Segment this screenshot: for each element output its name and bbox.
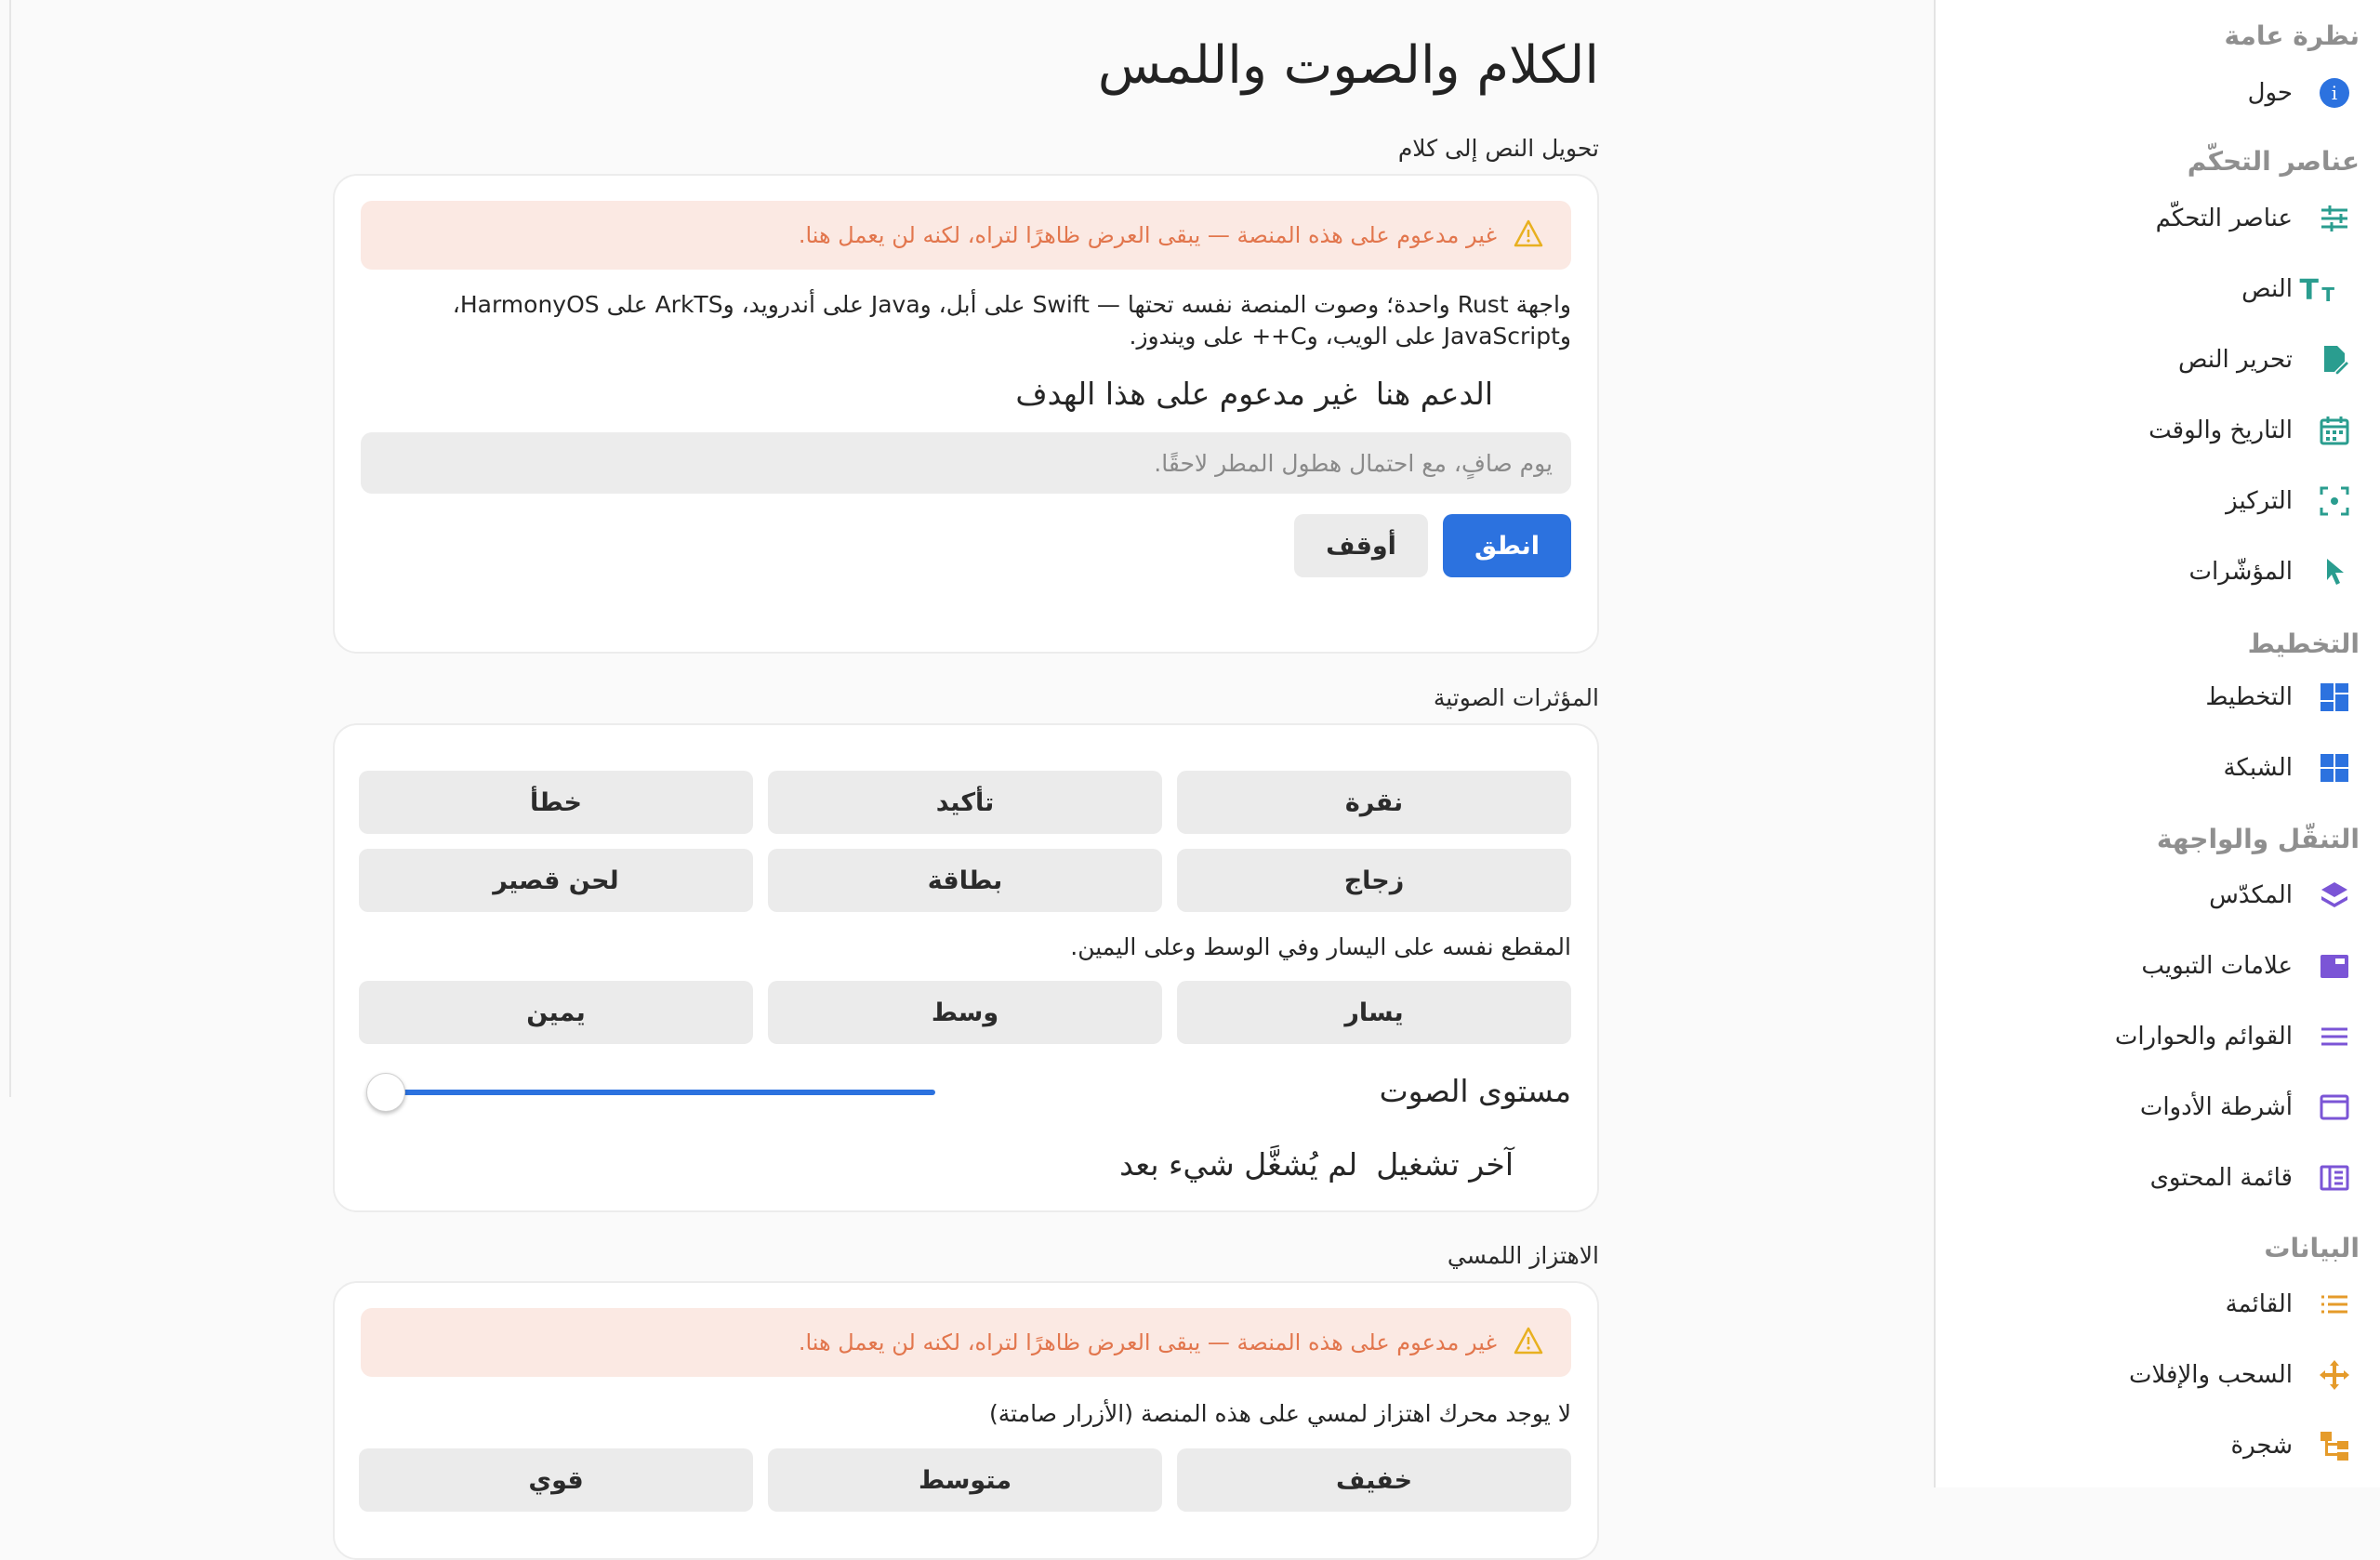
move-icon: [2317, 1357, 2352, 1393]
tts-warning-text: غير مدعوم على هذه المنصة — يبقى العرض ظاهرًا لتراه، لكنه لن يعمل هنا.: [798, 222, 1497, 248]
sound-section-title: المؤثرات الصوتية: [1433, 684, 1599, 711]
layers-icon: [2317, 878, 2352, 913]
layout-icon: [2317, 680, 2352, 715]
haptic-heavy-button[interactable]: قوي: [359, 1448, 753, 1512]
sidebar: [1934, 0, 2380, 1487]
sidebar-section-overview: نظرة عامة: [2224, 20, 2360, 51]
sidebar-item-grid[interactable]: [2224, 742, 2352, 794]
tts-card: [333, 174, 1599, 654]
sidebar-item-tabs[interactable]: [2141, 940, 2352, 992]
sidebar-item-cursors[interactable]: [2189, 546, 2352, 598]
sidebar-section-controls: عناصر التحكّم: [2187, 146, 2360, 177]
sidebar-item-tree[interactable]: [2230, 1420, 2352, 1472]
text-icon: [2299, 271, 2352, 307]
effect-confirm-button[interactable]: تأكيد: [768, 771, 1162, 834]
stop-button[interactable]: أوقف: [1294, 514, 1428, 577]
tts-text-input[interactable]: يوم صافٍ، مع احتمال هطول المطر لاحقًا.: [361, 432, 1571, 494]
haptics-warning-banner: [361, 1308, 1571, 1377]
sidebar-item-label: التاريخ والوقت: [2149, 416, 2293, 444]
tts-section-title: تحويل النص إلى كلام: [1397, 135, 1599, 162]
edit-document-icon: [2317, 342, 2352, 377]
speak-button[interactable]: انطق: [1443, 514, 1571, 577]
sidebar-item-menus-dialogs[interactable]: [2115, 1011, 2352, 1063]
pan-left-button[interactable]: يسار: [1177, 981, 1571, 1044]
sidebar-item-list[interactable]: [2226, 1278, 2352, 1330]
sidebar-item-drag-drop[interactable]: [2129, 1349, 2352, 1401]
grid-icon: [2317, 750, 2352, 786]
sidebar-item-label: حول: [2247, 79, 2293, 107]
sidebar-section-layout: التخطيط: [2247, 628, 2360, 659]
svg-text:T: T: [2321, 284, 2334, 306]
sidebar-item-focus[interactable]: [2226, 475, 2352, 527]
tabs-icon: [2317, 948, 2352, 984]
sidebar-item-label: التركيز: [2226, 487, 2293, 515]
effect-glass-button[interactable]: زجاج: [1177, 849, 1571, 912]
tts-warning-banner: [361, 201, 1571, 270]
last-played-row: [1119, 1146, 1514, 1183]
pan-right-button[interactable]: يمين: [359, 981, 753, 1044]
sidebar-item-label: القائمة: [2225, 1290, 2293, 1318]
haptics-caption: لا يوجد محرك اهتزاز لمسي على هذه المنصة (الأزرار صامتة): [989, 1400, 1571, 1427]
sound-card: [333, 723, 1599, 1212]
warning-icon: [1514, 1327, 1543, 1358]
sidebar-item-label: السحب والإفلات: [2129, 1361, 2293, 1389]
book-icon: [2317, 1160, 2352, 1196]
page-title: الكلام والصوت واللمس: [1097, 35, 1599, 96]
list-icon: [2317, 1287, 2352, 1322]
haptic-medium-button[interactable]: متوسط: [768, 1448, 1162, 1512]
sidebar-item-label: النص: [2241, 275, 2293, 303]
sidebar-item-label: الشبكة: [2223, 754, 2293, 782]
sidebar-item-text-editing[interactable]: [2178, 334, 2352, 386]
sidebar-item-layout[interactable]: [2205, 671, 2352, 723]
effect-tap-button[interactable]: نقرة: [1177, 771, 1571, 834]
sidebar-item-label: شجرة: [2230, 1432, 2293, 1460]
sidebar-item-toolbars[interactable]: [2140, 1081, 2352, 1133]
sidebar-item-label: القوائم والحوارات: [2114, 1023, 2293, 1051]
sidebar-item-label: أشرطة الأدوات: [2139, 1093, 2293, 1121]
tts-support-value: غير مدعوم على هذا الهدف: [1015, 376, 1357, 412]
sidebar-item-label: المؤشّرات: [2188, 558, 2293, 586]
cursor-icon: [2317, 554, 2352, 589]
pan-caption: المقطع نفسه على اليسار وفي الوسط وعلى اليمين.: [1070, 933, 1571, 960]
menu-icon: [2317, 1019, 2352, 1054]
effect-jingle-button[interactable]: لحن قصير: [359, 849, 753, 912]
effect-error-button[interactable]: خطأ: [359, 771, 753, 834]
sidebar-item-date-time[interactable]: [2149, 404, 2352, 456]
pan-center-button[interactable]: وسط: [768, 981, 1162, 1044]
tts-description: واجهة Rust واحدة؛ وصوت المنصة نفسه تحتها — Swift على أبل، وJava على أندرويد، وArkTS على HarmonyOS، وJavaScript على الويب، وC++ على ويندوز.: [452, 291, 1571, 350]
last-played-label: آخر تشغيل: [1376, 1146, 1514, 1183]
warning-icon: [1514, 219, 1543, 251]
tree-icon: [2317, 1428, 2352, 1463]
haptics-card: [333, 1281, 1599, 1560]
haptic-light-button[interactable]: خفيف: [1177, 1448, 1571, 1512]
effect-card-button[interactable]: بطاقة: [768, 849, 1162, 912]
sidebar-item-label: المكدّس: [2209, 881, 2293, 909]
sidebar-item-label: التخطيط: [2205, 683, 2293, 711]
volume-slider-thumb[interactable]: [366, 1073, 405, 1112]
info-icon: [2317, 75, 2352, 111]
sidebar-item-text[interactable]: [2241, 263, 2352, 315]
toolbar-icon: [2317, 1090, 2352, 1125]
last-played-value: لم يُشغَّل شيء بعد: [1119, 1146, 1358, 1183]
svg-text:i: i: [2331, 82, 2338, 104]
focus-icon: [2317, 483, 2352, 519]
sidebar-section-navigation: التنقّل والواجهة: [2156, 824, 2360, 854]
sidebar-item-label: عناصر التحكّم: [2155, 205, 2293, 232]
volume-slider-track[interactable]: [387, 1090, 935, 1095]
sidebar-item-contents[interactable]: [2150, 1152, 2352, 1204]
tts-support-row: [1015, 376, 1493, 412]
sliders-icon: [2317, 201, 2352, 236]
sidebar-item-label: علامات التبويب: [2141, 952, 2293, 980]
haptics-section-title: الاهتزاز اللمسي: [1447, 1242, 1599, 1269]
haptics-warning-text: غير مدعوم على هذه المنصة — يبقى العرض ظاهرًا لتراه، لكنه لن يعمل هنا.: [798, 1329, 1497, 1355]
volume-label: مستوى الصوت: [1379, 1073, 1571, 1109]
scroll-divider: [9, 0, 11, 1097]
sidebar-item-label: قائمة المحتوى: [2149, 1164, 2293, 1192]
svg-text:T: T: [2299, 274, 2319, 307]
sidebar-item-controls[interactable]: [2156, 192, 2352, 245]
sidebar-item-stack[interactable]: [2209, 869, 2352, 921]
sidebar-item-label: تحرير النص: [2177, 346, 2293, 374]
calendar-icon: [2317, 413, 2352, 448]
tts-support-label: الدعم هنا: [1375, 376, 1493, 412]
sidebar-section-data: البيانات: [2264, 1233, 2360, 1263]
sidebar-item-about[interactable]: [2248, 67, 2352, 119]
